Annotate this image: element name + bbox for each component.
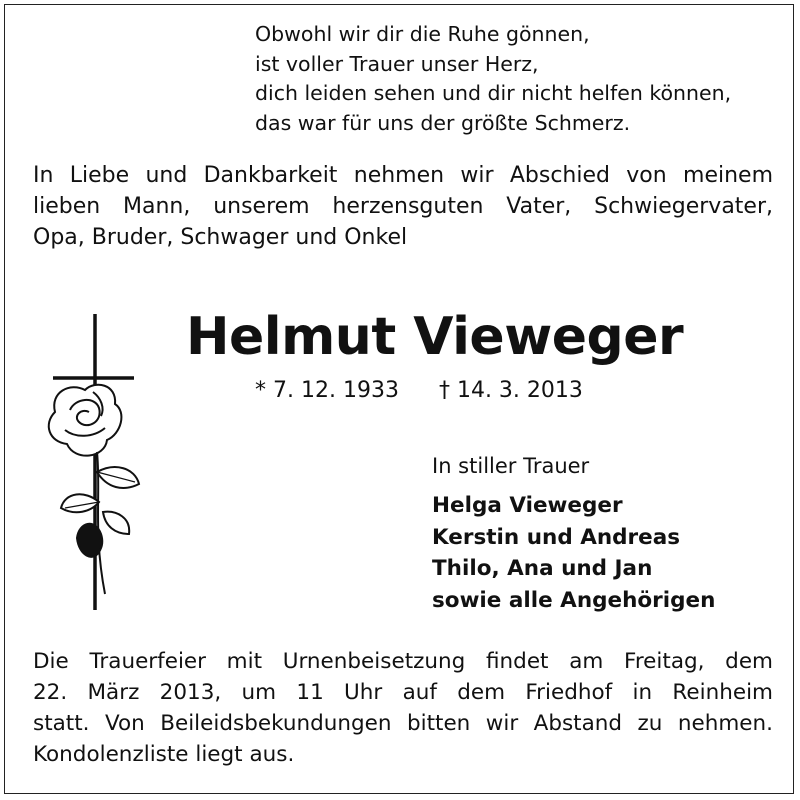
poem-line: ist voller Trauer unser Herz,: [255, 51, 539, 76]
deceased-name: Helmut Vieweger: [186, 307, 684, 367]
intro-line: lieben Mann, unserem herzensguten Vater, Schwiegervater,: [33, 194, 773, 219]
details-line: statt. Von Beileidsbekundungen bitten wir Abstand zu nehmen.: [33, 711, 773, 736]
details-line: Die Trauerfeier mit Urnenbeisetzung findet am Freitag, dem: [33, 649, 773, 674]
mourner-name: Helga Vieweger: [432, 493, 623, 518]
details-line: Kondolenzliste liegt aus.: [33, 742, 295, 767]
cross-rose-ornament: [35, 312, 165, 612]
intro-text: [33, 160, 773, 253]
mourners-list: [432, 490, 772, 616]
intro-line: Opa, Bruder, Schwager und Onkel: [33, 225, 408, 250]
death-date: † 14. 3. 2013: [438, 378, 583, 403]
funeral-details: [33, 646, 773, 770]
mourner-name: Thilo, Ana und Jan: [432, 556, 653, 581]
intro-line: In Liebe und Dankbarkeit nehmen wir Abschied von meinem: [33, 163, 773, 188]
mourner-name: Kerstin und Andreas: [432, 524, 681, 550]
life-dates: [255, 376, 655, 406]
details-line: 22. März 2013, um 11 Uhr auf dem Friedhof in Reinheim: [33, 680, 773, 705]
poem: [255, 20, 775, 138]
mourner-name: sowie alle Angehörigen: [432, 587, 716, 613]
mourning-label: In stiller Trauer: [432, 454, 590, 478]
poem-line: das war für uns der größte Schmerz.: [255, 110, 631, 135]
birth-date: * 7. 12. 1933: [255, 378, 399, 403]
poem-line: dich leiden sehen und dir nicht helfen können,: [255, 81, 732, 105]
poem-line: Obwohl wir dir die Ruhe gönnen,: [255, 22, 590, 46]
cross-icon: [53, 314, 134, 610]
